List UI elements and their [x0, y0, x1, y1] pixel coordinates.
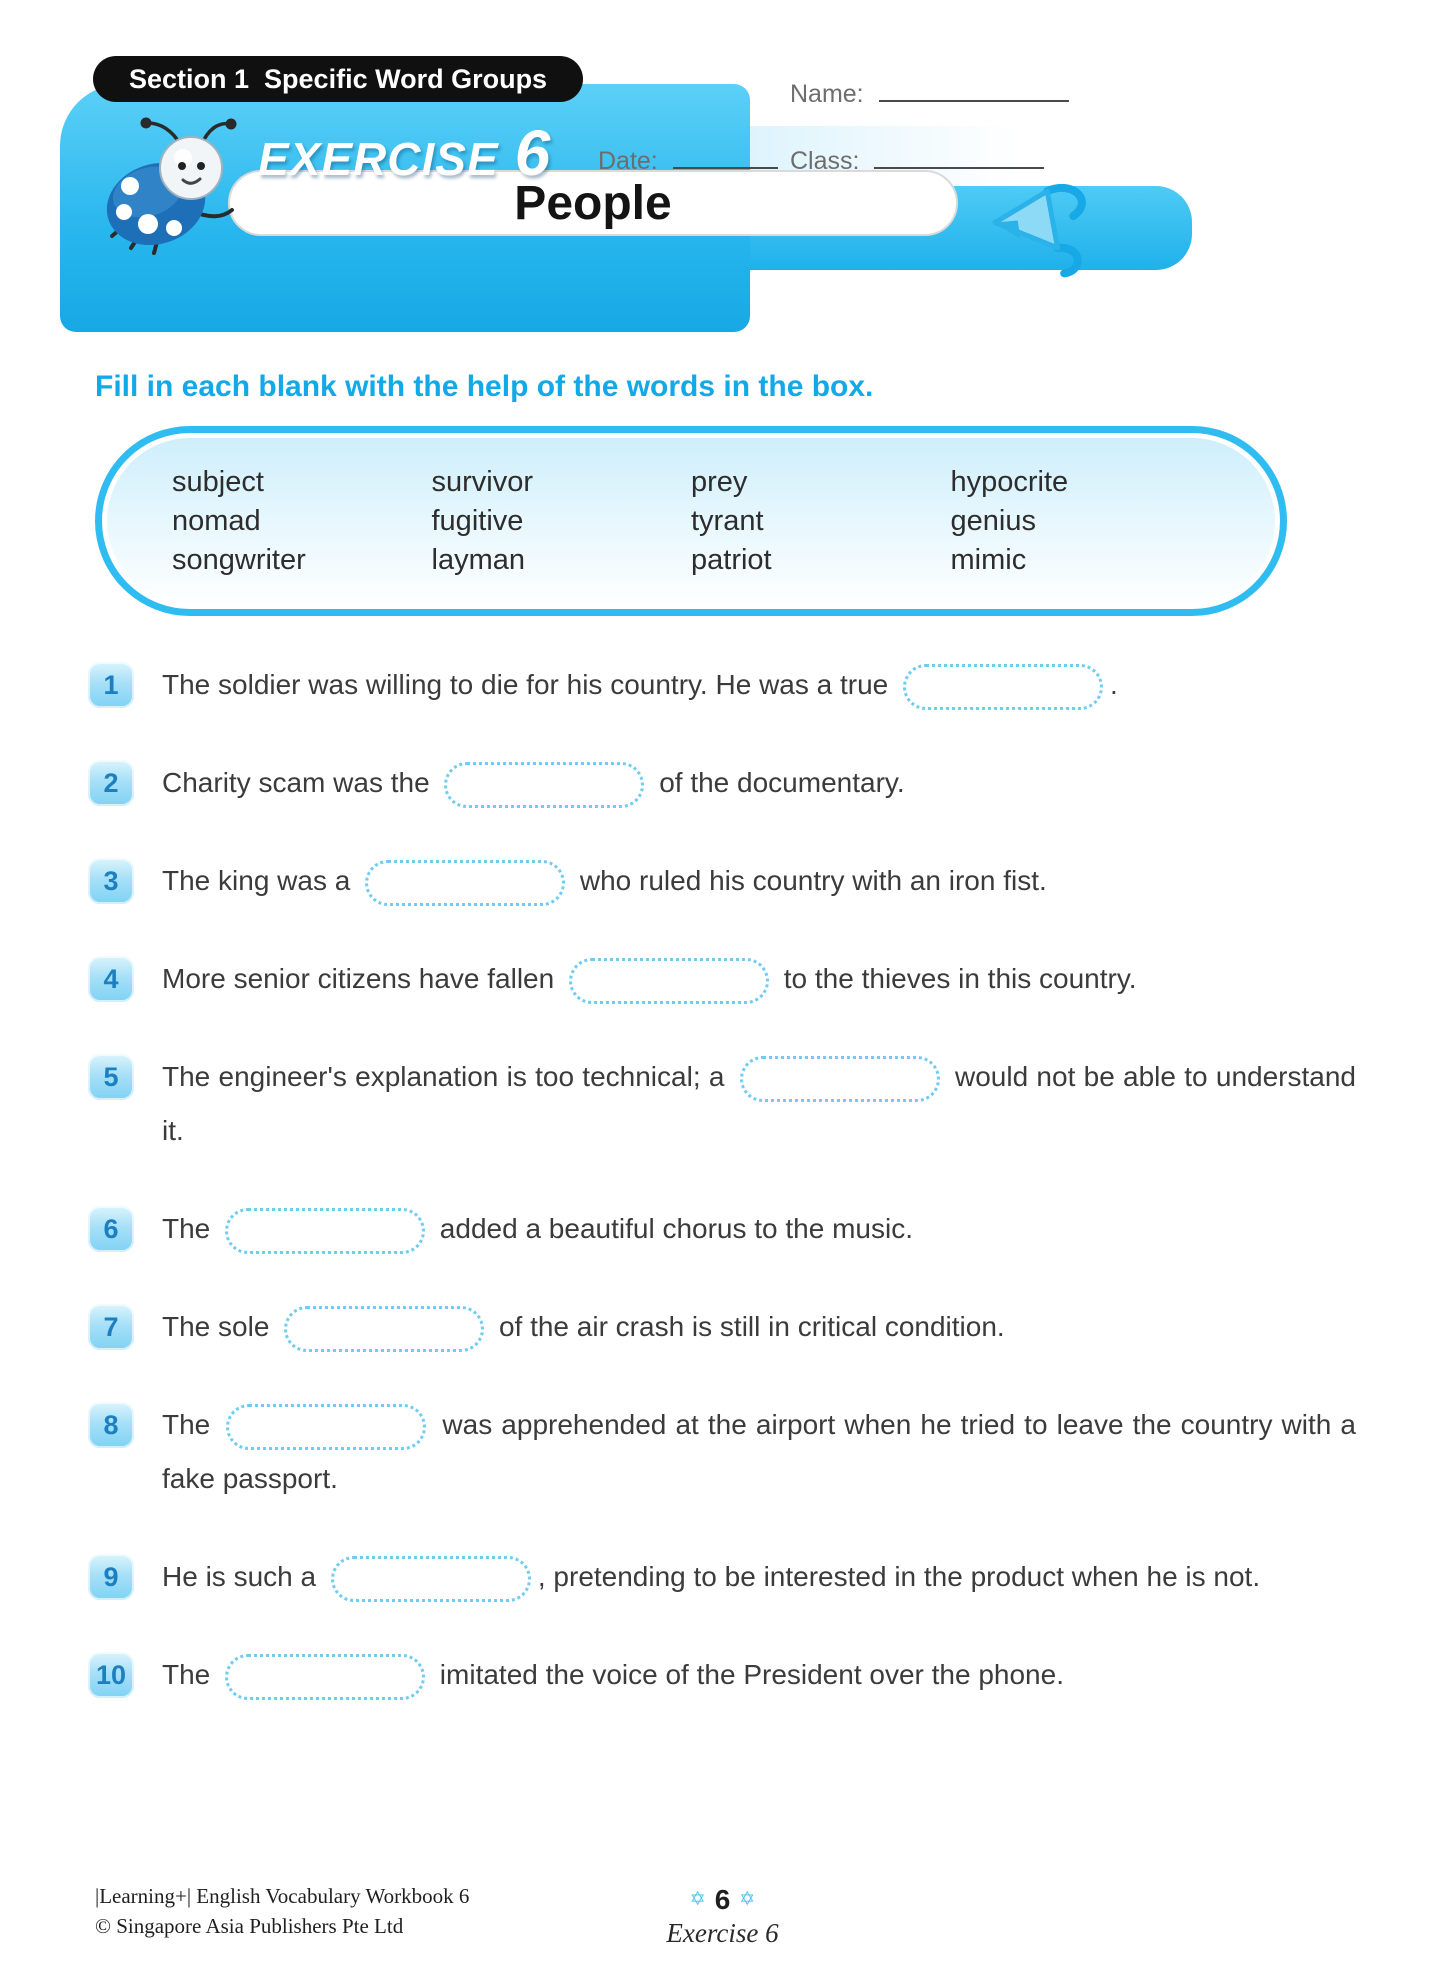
question-number-badge: 8 [88, 1402, 134, 1448]
question-number-badge: 1 [88, 662, 134, 708]
question-text [162, 1050, 1356, 1158]
question-segment: who ruled his country with an iron fist. [572, 865, 1047, 896]
imprint-line-2: © Singapore Asia Publishers Pte Ltd [95, 1914, 404, 1938]
binder-clip-icon [972, 172, 1102, 292]
word-option: layman [431, 543, 525, 576]
answer-blank[interactable] [740, 1056, 940, 1102]
question-segment: The king was a [162, 865, 359, 896]
question-row [88, 1300, 1356, 1354]
answer-blank[interactable] [226, 1404, 426, 1450]
exercise-heading [258, 116, 551, 190]
question-row [88, 756, 1356, 810]
question-row [88, 1648, 1356, 1702]
class-input-line[interactable] [874, 145, 1044, 169]
word-box-column [691, 463, 951, 580]
question-row [88, 1398, 1356, 1506]
question-segment: , pretending to be interested in the product when he is not. [537, 1561, 1261, 1592]
question-segment: More senior citizens have fallen [162, 963, 562, 994]
question-list [88, 658, 1356, 1746]
question-number-badge: 9 [88, 1554, 134, 1600]
question-segment: to the thieves in this country. [775, 963, 1137, 994]
header [0, 0, 1445, 350]
answer-blank[interactable] [569, 958, 769, 1004]
ladybug-mascot-icon [98, 106, 253, 261]
question-segment: The soldier was willing to die for his country. He was a true [162, 669, 897, 700]
word-box-column [951, 463, 1211, 580]
question-text [162, 1398, 1356, 1506]
exercise-caption: Exercise 6 [666, 1918, 779, 1948]
word-option: hypocrite [950, 465, 1069, 498]
class-label: Class: [790, 147, 860, 175]
exercise-word: EXERCISE [258, 133, 499, 185]
word-option: survivor [431, 465, 534, 498]
question-segment: The engineer's explanation is too technical; a [162, 1061, 733, 1092]
word-option: fugitive [431, 504, 524, 537]
question-segment: The [162, 1409, 220, 1440]
answer-blank[interactable] [225, 1654, 425, 1700]
question-row [88, 854, 1356, 908]
question-number-badge: 7 [88, 1304, 134, 1350]
word-option: genius [950, 504, 1036, 537]
question-number-badge: 4 [88, 956, 134, 1002]
answer-blank[interactable] [365, 860, 565, 906]
section-label: Section 1 Specific Word Groups [93, 56, 583, 102]
page-number: 6 [714, 1884, 731, 1915]
name-label: Name: [790, 80, 864, 108]
date-row [598, 145, 778, 176]
answer-blank[interactable] [284, 1306, 484, 1352]
page-title: People [514, 176, 672, 230]
word-option: nomad [172, 504, 261, 537]
question-text [162, 1550, 1356, 1604]
name-input-line[interactable] [879, 78, 1069, 102]
question-number-badge: 6 [88, 1206, 134, 1252]
word-option: songwriter [172, 543, 306, 576]
question-segment: The [162, 1213, 219, 1244]
question-number-badge: 5 [88, 1054, 134, 1100]
instruction-text: Fill in each blank with the help of the words in the box. [95, 370, 874, 403]
question-segment: of the air crash is still in critical condition. [491, 1311, 1005, 1342]
word-option: tyrant [691, 504, 764, 537]
word-option: prey [691, 465, 748, 498]
page-number-line [0, 1884, 1445, 1916]
question-text [162, 854, 1356, 908]
word-option: mimic [950, 543, 1027, 576]
question-segment: . [1110, 669, 1118, 700]
name-row [790, 78, 1069, 109]
question-text [162, 1202, 1356, 1256]
question-text [162, 1648, 1356, 1702]
word-option: patriot [691, 543, 772, 576]
word-box [95, 426, 1287, 616]
word-box-column [172, 463, 432, 580]
answer-blank[interactable] [903, 664, 1103, 710]
question-segment: imitated the voice of the President over the phone. [432, 1659, 1064, 1690]
word-option: subject [172, 465, 264, 498]
question-row [88, 1550, 1356, 1604]
star-icon: ✡ [689, 1889, 706, 1910]
question-row [88, 1050, 1356, 1158]
word-box-grid [172, 463, 1210, 580]
question-row [88, 658, 1356, 712]
question-segment: The sole [162, 1311, 278, 1342]
question-segment: He is such a [162, 1561, 324, 1592]
question-text [162, 658, 1356, 712]
answer-blank[interactable] [444, 762, 644, 808]
question-segment: was apprehended at the airport when he tried to leave the country with a fake passport. [162, 1409, 1357, 1494]
question-text [162, 756, 1356, 810]
question-text [162, 952, 1356, 1006]
question-segment: The [162, 1659, 219, 1690]
date-label: Date: [598, 147, 658, 175]
question-segment: would not be able to understand it. [162, 1061, 1356, 1146]
date-input-line[interactable] [673, 145, 778, 169]
answer-blank[interactable] [225, 1208, 425, 1254]
star-icon: ✡ [739, 1889, 756, 1910]
question-number-badge: 2 [88, 760, 134, 806]
imprint-line-1: |Learning+| English Vocabulary Workbook 6 [95, 1884, 470, 1908]
word-box-column [432, 463, 692, 580]
question-number-badge: 10 [88, 1652, 134, 1698]
question-segment: added a beautiful chorus to the music. [432, 1213, 913, 1244]
question-number-badge: 3 [88, 858, 134, 904]
answer-blank[interactable] [331, 1556, 531, 1602]
class-row [790, 145, 1044, 176]
question-row [88, 1202, 1356, 1256]
question-segment: Charity scam was the [162, 767, 438, 798]
question-text [162, 1300, 1356, 1354]
question-segment: of the documentary. [651, 767, 905, 798]
footer-page-info [0, 1884, 1445, 1949]
question-row [88, 952, 1356, 1006]
exercise-number: 6 [514, 117, 552, 189]
